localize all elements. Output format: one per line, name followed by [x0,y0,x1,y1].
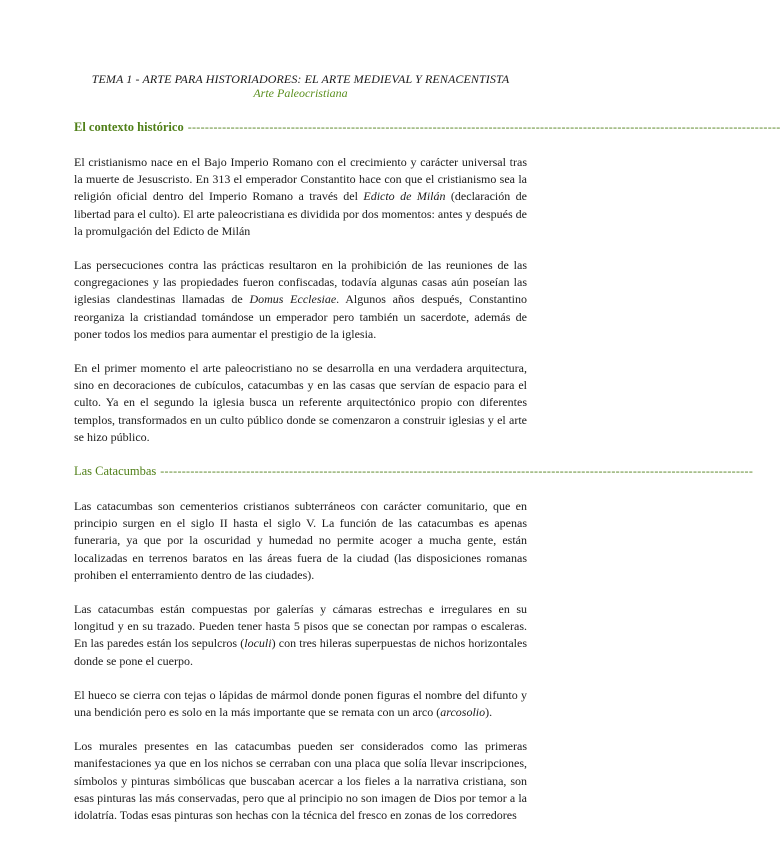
section-heading-label: El contexto histórico [74,120,184,134]
section-heading-label: Las Catacumbas [74,464,157,479]
paragraph: Las catacumbas están compuestas por galerías y cámaras estrechas e irregulares en su longitud y en su trazado. Pueden tener hasta 5 pisos que se conectan por rampas o escaleras. En las paredes están los sepulcros (loculi) con tres hileras superpuestas de nichos horizontales donde se pone el cuerpo. [74,602,527,668]
paragraph: Las catacumbas son cementerios cristianos subterráneos con carácter comunitario, que en principio surgen en el siglo II hasta el siglo V. La función de las catacumbas es apenas funeraria, ya que por la oscuridad y humedad no permite acoger a mucha gente, están localizadas en terrenos baratos en las áreas fuera de la ciudad (las disposiciones romanas prohiben el enterramiento dentro de las ciudades). [74,499,527,582]
paragraph: Los murales presentes en las catacumbas pueden ser considerados como las primeras manifestaciones ya que en los nichos se cerraban con una placa que solía llevar inscripciones, símbolos y pinturas simbólicas que buscaban acercar a los fieles a la narrativa cristiana, son esas pinturas las más conservadas, pero que al principio no son imagen de Dios por temor a la idolatría. Todas esas pinturas son hechas con la técnica del fresco en zonas de los corredores [74,739,527,823]
emphasis-text: Domus Ecclesiae [249,292,337,307]
paragraph: En el primer momento el arte paleocristiano no se desarrolla en una verdadera arquitectura, sino en decoraciones de cubículos, catacumbas y en las casas que servían de espacio para el culto. Ya en el segundo la iglesia busca un referente arquitectónico propio con diferentes templos, transformados en un culto público donde se comenzaron a construir iglesias y el arte se hizo público. [74,361,527,444]
emphasis-text: Edicto de Milán [363,189,446,204]
paragraph: El cristianismo nace en el Bajo Imperio Romano con el crecimiento y carácter universal tras la muerte de Jesuscristo. En 313 el emperador Constantito hace con que el cristianismo sea la religión oficial dentro del Imperio Romano a través del Edicto de Milán (declaración de libertad para el culto). El arte paleocristiana es dividida por dos momentos: antes y después de la promulgación del Edicto de Milán [74,155,527,238]
dash-rule: ------------------------------------------------------------------------------------------------------------------------------------------ [187,120,781,134]
document-title: TEMA 1 - ARTE PARA HISTORIADORES: EL ARTE MEDIEVAL Y RENACENTISTA [91,72,510,86]
section-heading-contexto [74,120,781,135]
document-subtitle: Arte Paleocristiana [253,86,348,100]
dash-rule: ------------------------------------------------------------------------------------------------------------------------------------------ [160,464,754,479]
emphasis-text: arcosolio [440,705,486,720]
paragraph: Las persecuciones contra las prácticas resultaron en la prohibición de las reuniones de las congregaciones y las propiedades fueron confiscadas, todavía algunas casas aún poseían las iglesias clandestinas llamadas de Domus Ecclesiae. Algunos años después, Constantino reorganiza la cristiandad tomándose un emperador pero también un sacerdote, además de poner todos los medios para aumentar el prestigio de la iglesia. [74,258,527,341]
section-heading-catacumbas [74,464,754,479]
emphasis-text: loculi [244,636,272,651]
paragraph: El hueco se cierra con tejas o lápidas de mármol donde ponen figuras el nombre del difunto y una bendición pero es solo en la más importante que se remata con un arco (arcosolio). [74,687,527,720]
